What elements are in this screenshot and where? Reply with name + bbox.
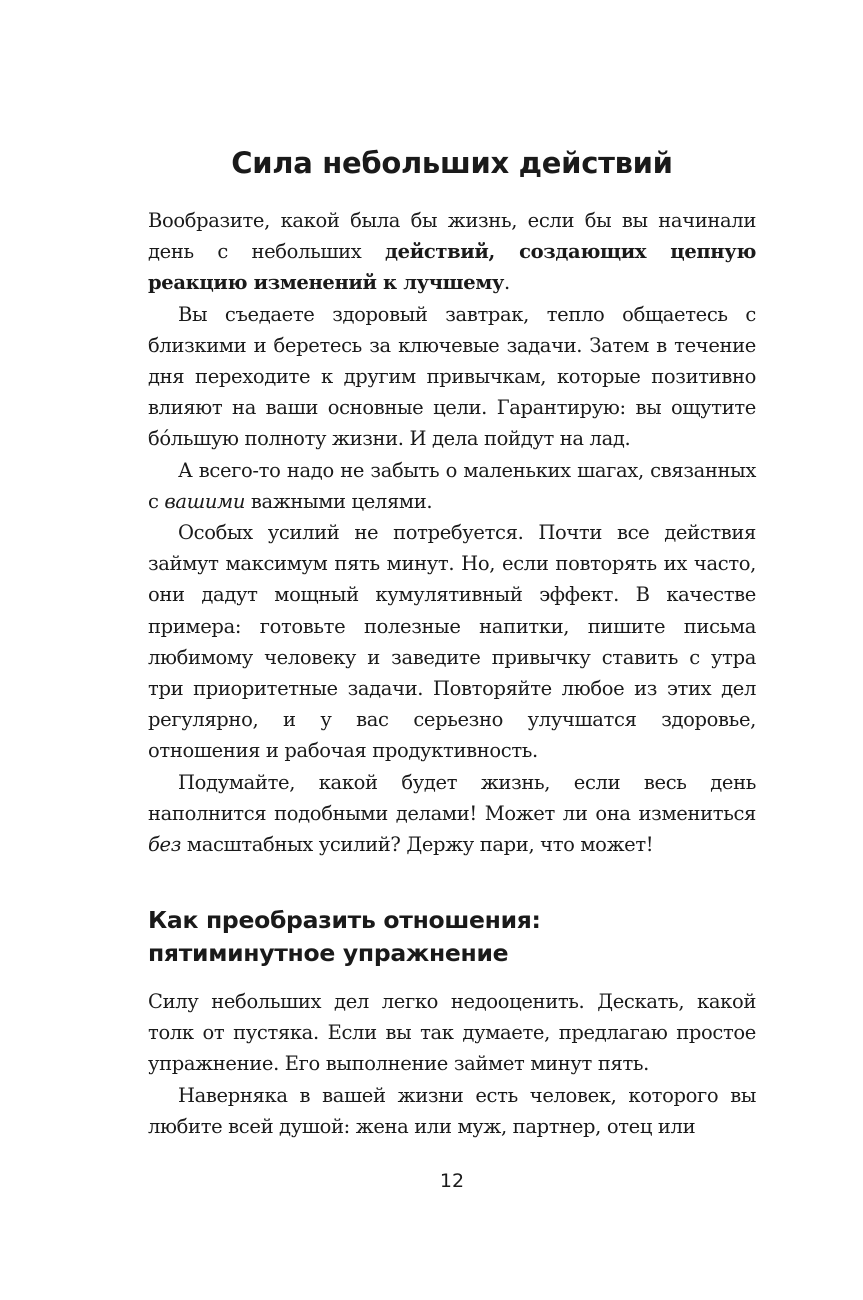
paragraph-5 [148, 767, 756, 861]
paragraph-1 [148, 205, 756, 299]
chapter-title: Сила небольших действий [231, 146, 673, 180]
paragraph-1-emphasis: действий, создающих цепную реакцию изменений к лучшему [148, 240, 757, 295]
exercise-section [148, 986, 756, 1142]
paragraph-1-end: . [504, 271, 510, 295]
paragraph-5-text: Подумайте, какой будет жизнь, если весь день наполнится подобными делами! Может ли она измениться [148, 770, 756, 825]
intro-section [148, 205, 756, 860]
paragraph-3-end: важными целями. [245, 489, 433, 513]
paragraph-1-text: Вообразите, какой была бы жизнь, если бы вы начинали день с небольших [148, 209, 756, 264]
page-number: 12 [439, 1170, 465, 1192]
section-heading [148, 904, 756, 970]
section-heading-line-2: пятиминутное упражнение [148, 939, 509, 967]
exercise-paragraph-2: Наверняка в вашей жизни есть человек, которого вы любите всей душой: жена или муж, партнер, отец или [148, 1083, 756, 1138]
paragraph-5-end: масштабных усилий? Держу пари, что может! [181, 833, 654, 857]
paragraph-3-text: А всего-то надо не забыть о маленьких шагах, связанных с [148, 458, 756, 513]
paragraph-3 [148, 455, 756, 517]
paragraph-4: Особых усилий не потребуется. Почти все действия займут максимум пять минут. Но, если повторять их часто, они дадут мощный кумулятивный эффект. В качестве примера: готовьте полезные напитки, пишите письма любимому человеку и заведите привычку ставить с утра три приоритетные задачи. Повторяйте любое из этих дел регулярно, и у вас серьезно улучшатся здоровье, отношения и рабочая продуктивность. [148, 521, 756, 763]
paragraph-2: Вы съедаете здоровый завтрак, тепло общаетесь с близкими и беретесь за ключевые задачи. Затем в течение дня переходите к другим привычкам, которые позитивно влияют на ваши основные цели. Гарантирую: вы ощутите бóльшую полноту жизни. И дела пойдут на лад. [148, 302, 756, 451]
paragraph-3-italic: вашими [164, 489, 246, 513]
book-page [148, 0, 756, 1300]
exercise-paragraph-1: Силу небольших дел легко недооценить. Дескать, какой толк от пустяка. Если вы так думаете, предлагаю простое упражнение. Его выполнение займет минут пять. [148, 990, 756, 1076]
section-heading-line-1: Как преобразить отношения: [148, 906, 541, 934]
paragraph-5-italic: без [148, 833, 182, 857]
